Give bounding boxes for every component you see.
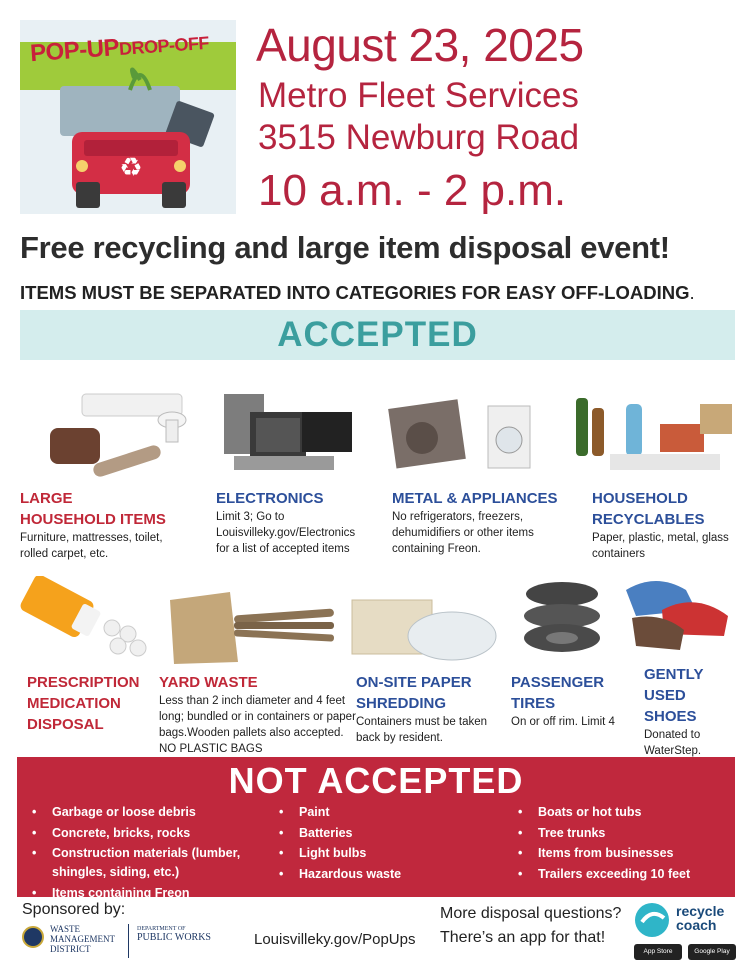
category-title: USED <box>644 687 686 704</box>
category-title: PRESCRIPTION <box>27 674 140 691</box>
seal-icon <box>22 926 44 948</box>
recycle-truck-icon <box>20 20 236 214</box>
category-description: containers <box>592 548 646 560</box>
list-item: • Hazardous waste <box>277 865 401 884</box>
category-title: ON-SITE PAPER <box>356 674 472 691</box>
category-title: GENTLY <box>644 666 704 683</box>
category-description: NO PLASTIC BAGS <box>159 743 263 755</box>
event-venue: Metro Fleet Services <box>258 76 579 115</box>
list-item: • Concrete, bricks, rocks <box>30 824 240 843</box>
category-description: Less than 2 inch diameter and 4 feet <box>159 695 346 707</box>
category-yard-waste <box>159 672 356 757</box>
pop-up-drop-off-logo <box>20 20 236 214</box>
list-item: • Construction materials (lumber, <box>30 844 240 863</box>
wmd-line: MANAGEMENT <box>50 934 115 944</box>
list-item: • Light bulbs <box>277 844 401 863</box>
accepted-banner: ACCEPTED <box>20 310 735 360</box>
category-description: bags.Wooden pallets also accepted. <box>159 727 344 739</box>
headline: Free recycling and large item disposal event! <box>20 230 670 265</box>
disposal-question: More disposal questions? <box>440 905 622 922</box>
tires-image <box>520 576 604 666</box>
category-description: Containers must be taken <box>356 716 488 728</box>
recycle-coach-text: recycle <box>676 903 725 919</box>
category-title: DISPOSAL <box>27 716 104 733</box>
category-passenger-tires <box>511 672 615 730</box>
category-description: Donated to <box>644 729 701 741</box>
category-paper-shredding <box>356 672 487 746</box>
subline: ITEMS MUST BE SEPARATED INTO CATEGORIES FOR EASY OFF-LOADING. <box>20 282 695 303</box>
paper-shredding-image <box>348 592 498 666</box>
wmd-line: DISTRICT <box>50 944 91 954</box>
list-item: • Tree trunks <box>516 824 690 843</box>
dpw-line: PUBLIC WORKS <box>137 932 211 943</box>
category-metal-appliances <box>392 488 558 557</box>
metal-appliances-image <box>386 394 536 490</box>
recycle-coach-text: coach <box>676 917 717 933</box>
category-prescription-medication <box>27 672 140 735</box>
list-item: • Batteries <box>277 824 401 843</box>
category-description: back by resident. <box>356 732 443 744</box>
category-gently-used-shoes <box>644 664 703 759</box>
category-description: WaterStep. <box>644 745 702 757</box>
category-description: Paper, plastic, metal, glass <box>592 532 729 544</box>
category-description: rolled carpet, etc. <box>20 548 109 560</box>
category-title: HOUSEHOLD <box>592 490 688 507</box>
category-large-household-items <box>20 488 166 562</box>
category-title: MEDICATION <box>27 695 121 712</box>
category-description: containing Freon. <box>392 543 481 555</box>
household-recyclables-image <box>570 392 736 490</box>
google-play-badge[interactable]: Google Play <box>688 944 736 960</box>
category-title: HOUSEHOLD ITEMS <box>20 511 166 528</box>
sponsored-by-label: Sponsored by: <box>22 901 126 918</box>
list-item: • Paint <box>277 803 401 822</box>
waste-management-district-logo <box>22 924 122 958</box>
list-item: • Garbage or loose debris <box>30 803 240 822</box>
electronics-image <box>220 390 370 490</box>
category-description: for a list of accepted items <box>216 543 350 555</box>
logo-text: POP-UPDROP-OFF <box>29 32 210 68</box>
public-works-logo <box>128 924 228 958</box>
not-accepted-list-1 <box>30 803 240 904</box>
category-description: long; bundled or in containers or paper <box>159 711 356 723</box>
category-household-recyclables <box>592 488 729 562</box>
category-title: PASSENGER <box>511 674 605 691</box>
app-store-badge[interactable]: App Store <box>634 944 682 960</box>
category-title: LARGE <box>20 490 73 507</box>
yard-waste-image <box>164 586 340 666</box>
category-description: On or off rim. Limit 4 <box>511 716 615 728</box>
category-description: Louisvilleky.gov/Electronics <box>216 527 356 539</box>
category-title: YARD WASTE <box>159 674 258 691</box>
category-description: Furniture, mattresses, toilet, <box>20 532 163 544</box>
list-item: • Trailers exceeding 10 feet <box>516 865 690 884</box>
category-description: dehumidifiers or other items <box>392 527 534 539</box>
recycle-coach-icon <box>634 902 672 938</box>
category-title: RECYCLABLES <box>592 511 705 528</box>
list-item: • Items from businesses <box>516 844 690 863</box>
list-item: • Boats or hot tubs <box>516 803 690 822</box>
not-accepted-title: NOT ACCEPTED <box>228 760 524 801</box>
category-title: ELECTRONICS <box>216 490 324 507</box>
category-title: SHREDDING <box>356 695 447 712</box>
event-date: August 23, 2025 <box>256 19 584 71</box>
event-address: 3515 Newburg Road <box>258 118 580 157</box>
list-item: shingles, siding, etc.) <box>52 865 180 879</box>
category-electronics <box>216 488 355 557</box>
list-item: • Items containing Freon <box>30 884 240 903</box>
category-title: METAL & APPLIANCES <box>392 490 558 507</box>
category-title: SHOES <box>644 708 697 725</box>
not-accepted-list-2 <box>277 803 401 885</box>
prescription-bottle-image <box>20 576 156 666</box>
wmd-line: WASTE <box>50 924 80 934</box>
large-household-items-image <box>42 388 202 490</box>
dpw-line: DEPARTMENT OF <box>137 926 186 932</box>
category-description: Limit 3; Go to <box>216 511 285 523</box>
popups-url[interactable]: Louisvilleky.gov/PopUps <box>254 931 416 948</box>
app-promo: There’s an app for that! <box>440 929 606 946</box>
not-accepted-list-3 <box>516 803 690 885</box>
category-description: No refrigerators, freezers, <box>392 511 524 523</box>
recycle-coach-logo[interactable] <box>634 902 736 966</box>
svg-text:♻: ♻ <box>119 153 143 183</box>
event-time: 10 a.m. - 2 p.m. <box>258 166 567 215</box>
shoes-image <box>622 570 736 660</box>
category-title: TIRES <box>511 695 556 712</box>
